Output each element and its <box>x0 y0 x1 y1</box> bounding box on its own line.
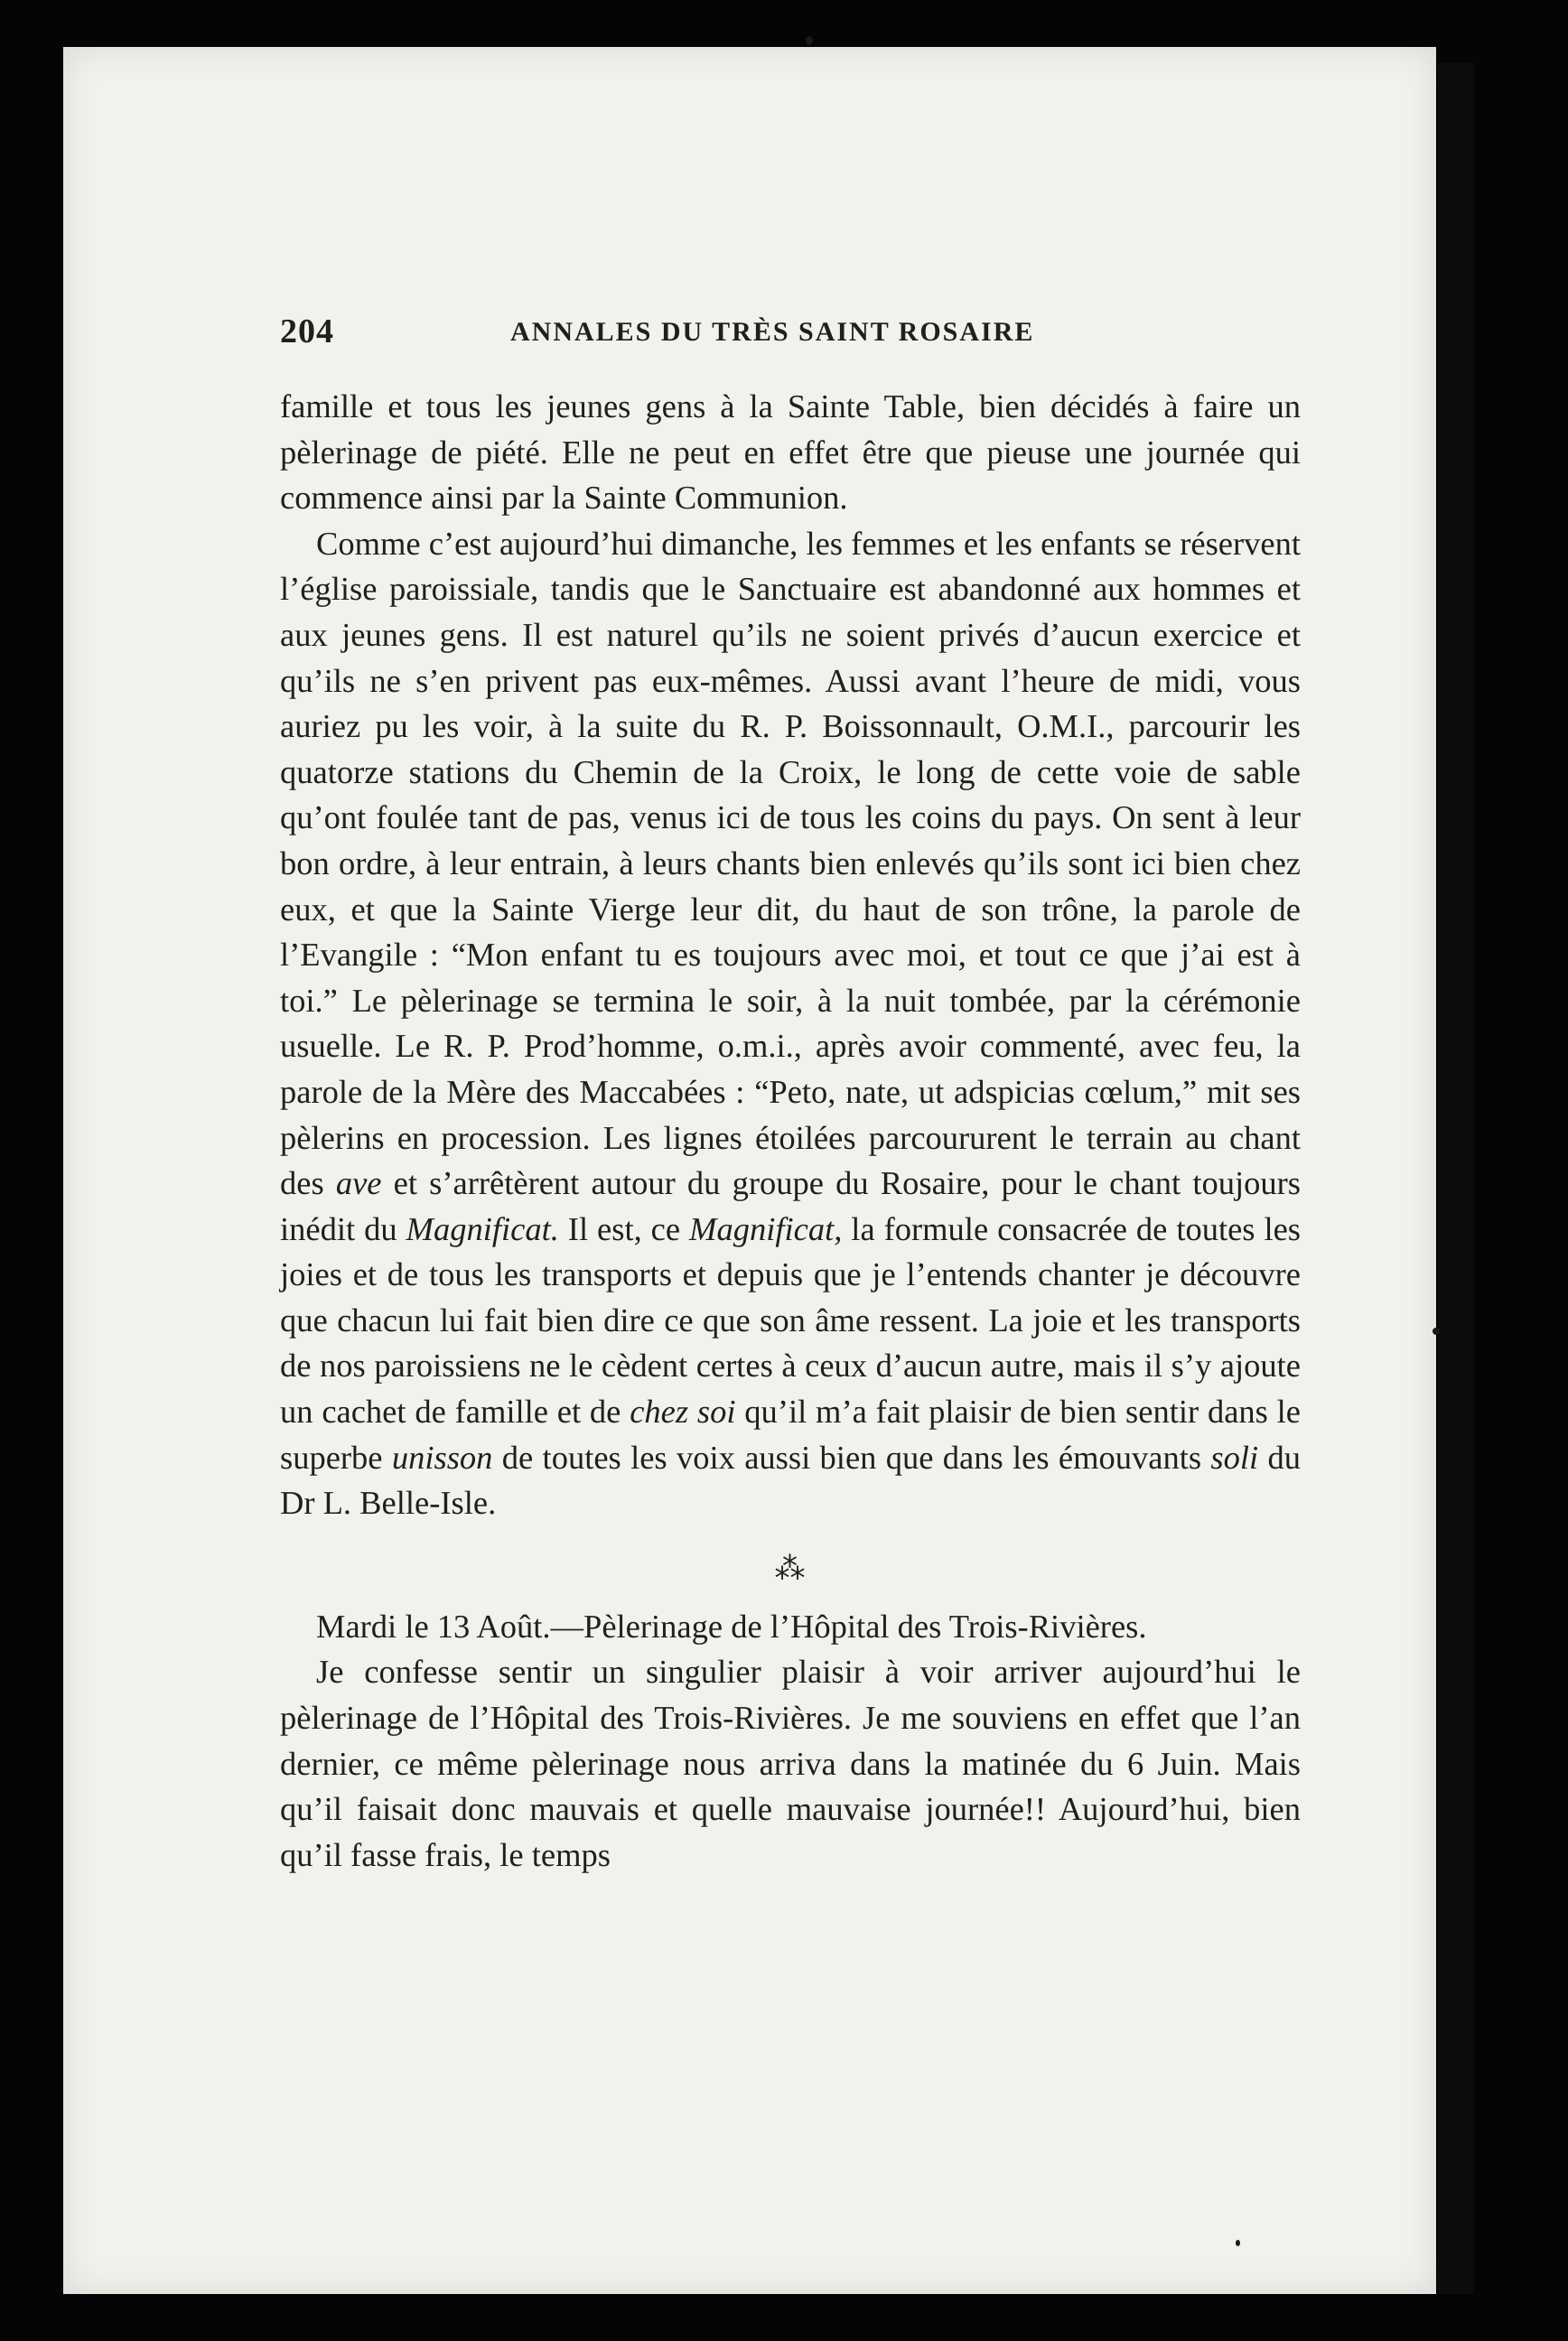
scan-speck <box>1236 2240 1240 2246</box>
scan-speck <box>806 36 813 45</box>
text-run: de toutes les voix aussi bien que dans les émouvants <box>492 1438 1211 1476</box>
paragraph-hospital-pilgrimage: Je confesse sentir un singulier plaisir à voir arriver aujourd’hui le pèlerinage de l’Hôpital des Trois-Rivières. Je me souviens en effet que l’an dernier, ce même pèlerinage nous arriva dans la matinée du 6 Juin. Mais qu’il faisait donc mauvais et quelle mauvaise journée!! Aujourd’hui, bien qu’il fasse frais, le temps <box>280 1653 1301 1873</box>
page-number: 204 <box>280 312 334 350</box>
italic-term-magnificat-2: Magnificat, <box>689 1209 843 1247</box>
italic-term-chez-soi: chez soi <box>630 1393 736 1431</box>
page-content <box>217 312 1301 1878</box>
text-run: Il est, ce <box>558 1209 690 1247</box>
text-run: Comme c’est aujourd’hui dimanche, les femmes et les enfants se réservent l’église paroissiale, tandis que le Sanctuaire est abandonné aux hommes et aux jeunes gens. Il est naturel qu’ils ne soient privés d’aucun exercice et qu’ils ne s’en privent pas eux-mêmes. Aussi avant l’heure de midi, vous auriez pu les voir, à la suite du R. P. Boissonnault, O.M.I., parcourir les quatorze stations du Chemin de la Croix, le long de cette voie de sable qu’ont foulée tant de pas, venus ici de tous les coins du pays. On sent à leur bon ordre, à leur entrain, à leurs chants bien enlevés qu’ils sont ici bien chez eux, et que la Sainte Vierge leur dit, du haut de son trône, la parole de l’Evangile : “Mon enfant tu es toujours avec moi, et tout ce que j’ai est à toi.” Le pèlerinage se termina le soir, à la nuit tombée, par la cérémonie usuelle. Le R. P. Prod’homme, o.m.i., après avoir commenté, avec feu, la parole de la Mère des Maccabées : “Peto, nate, ut adspicias cœlum,” mit ses pèlerins en procession. Les lignes étoilées parcoururent le terrain au chant des <box>280 524 1301 1202</box>
page-header <box>217 312 1301 366</box>
text-run: du Dr L. Belle-Isle. <box>280 1438 1301 1522</box>
asterism-separator: ⁂ <box>774 1552 807 1586</box>
adjacent-page-edge <box>1438 63 1474 2294</box>
italic-term-unisson: unisson <box>391 1438 493 1476</box>
paragraph-continuation: famille et tous les jeunes gens à la Sainte Table, bien décidés à faire un pèlerinage de piété. Elle ne peut en effet être que pieuse une journée qui commence ainsi par la Sainte Communion. <box>280 387 1301 517</box>
italic-term-soli: soli <box>1210 1438 1259 1476</box>
paragraph-sunday-pilgrimage <box>217 521 1301 1526</box>
section-heading-date: Mardi le 13 Août.—Pèlerinage de l’Hôpital des Trois-Rivières. <box>316 1607 1147 1645</box>
italic-term-magnificat: Magnificat. <box>406 1209 559 1247</box>
italic-term-ave: ave <box>335 1164 382 1202</box>
text-run: la formule consacrée de toutes les joies et de tous les transports et depuis que je l’entends chanter je découvre que chacun lui fait bien dire ce que son âme ressent. La joie et les transports de nos paroissiens ne le cèdent certes à ceux d’aucun autre, mais il s’y ajoute un cachet de famille et de <box>280 1209 1302 1431</box>
running-title: ANNALES DU TRÈS SAINT ROSAIRE <box>510 317 1035 347</box>
text-run: qu’il m’a fait plaisir de bien sentir dans le superbe <box>280 1393 1302 1476</box>
scan-speck <box>1433 1328 1440 1335</box>
text-run: et s’arrêtèrent autour du groupe du Rosaire, pour le chant toujours inédit du <box>280 1164 1301 1247</box>
